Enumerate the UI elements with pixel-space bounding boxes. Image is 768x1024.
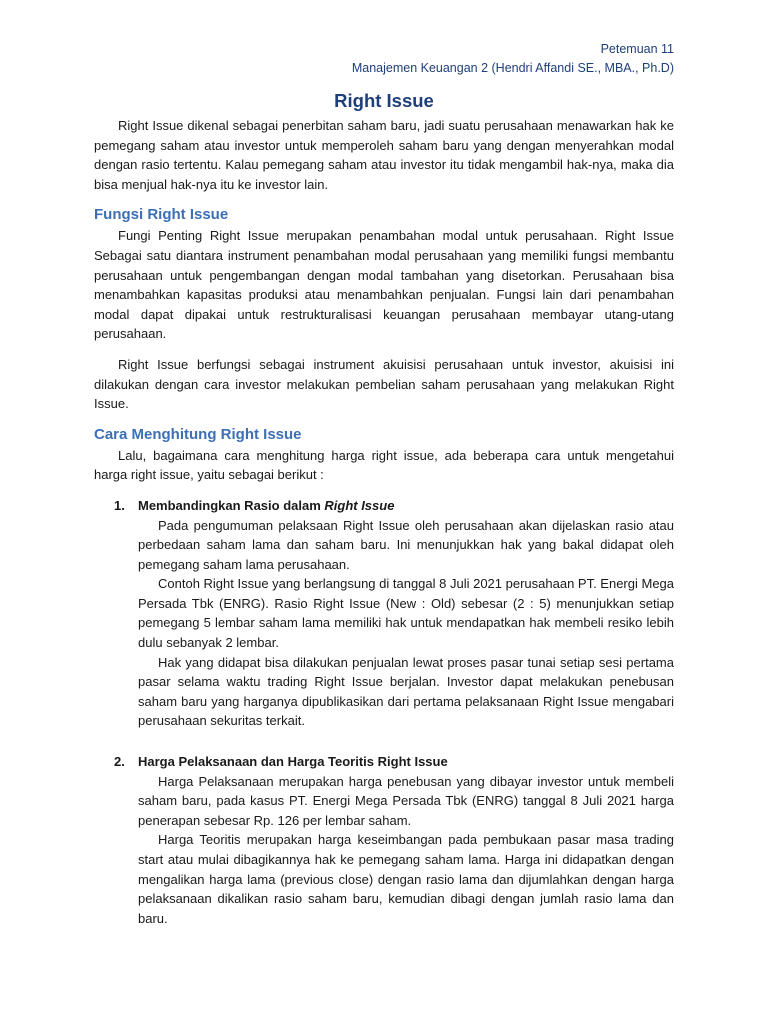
fungsi-paragraph-2: Right Issue berfungsi sebagai instrument akuisisi perusahaan untuk investor, akuisisi ini dilakukan dengan cara investor melakukan pembelian saham perusahaan yang melakukan Right Issue.: [94, 356, 674, 412]
list-item: [94, 752, 674, 928]
section-heading-cara: Cara Menghitung Right Issue: [94, 425, 302, 443]
list-item-paragraph: Pada pengumuman pelaksaan Right Issue oleh perusahaan akan dijelaskan rasio atau perbedaan saham lama dan saham baru. Ini menunjukkan hak yang bakal didapat oleh pemegang saham lama perusahaan.: [138, 517, 674, 572]
cara-intro-paragraph: Lalu, bagaimana cara menghitung harga right issue, ada beberapa cara untuk mengetahui harga right issue, yaitu sebagai berikut :: [94, 447, 674, 483]
page-header: [94, 40, 674, 78]
list-item-title: Membandingkan Rasio dalam Right Issue: [138, 497, 395, 513]
fungsi-paragraph-1: Fungi Penting Right Issue merupakan penambahan modal untuk perusahaan. Right Issue Sebagai satu diantara instrument penambahan modal perusahaan yang memiliki fungsi membantu perusahaan untuk pengembangan dengan modal tambahan yang disetorkan. Perusahaan bisa menambahkan kapasitas produksi atau menambahkan penjualan. Fungsi lain dari penambahan modal dapat dipakai untuk restrukturalisasi keuangan perusahaan membayar utang-utang perusahaan.: [94, 228, 674, 342]
list-item-paragraph: Contoh Right Issue yang berlangsung di tanggal 8 Juli 2021 perusahaan PT. Energi Mega Persada Tbk (ENRG). Rasio Right Issue (New : Old) sebesar (2 : 5) menunjukkan setiap pemegang 5 lembar saham lama memiliki hak untuk mendapatkan hak membeli resiko lebih dulu sebanyak 2 lembar.: [138, 576, 675, 651]
list-item-number: 1.: [114, 497, 125, 513]
section-heading-fungsi: Fungsi Right Issue: [94, 206, 229, 224]
list-item-paragraph: Hak yang didapat bisa dilakukan penjualan lewat proses pasar tunai setiap sesi pertama pasar selama waktu trading Right Issue berjalan. Investor dapat melakukan penebusan saham baru yang harganya dipublikasikan dari pertama pelaksanaan Right Issue mengabari perusahaan sekuritas terkait.: [138, 654, 674, 729]
list-item-paragraph: Harga Teoritis merupakan harga keseimbangan pada pembukaan pasar masa trading start atau mulai dibagikannya hak ke pemegang saham lama. Harga ini didapatkan dengan mengalikan harga lama (previous close) dengan rasio lama dan dijumlahkan dengan harga pelaksanaan dikalikan rasio saham baru, kemudian dibagi dengan jumlah rasio lama dan baru.: [138, 832, 674, 926]
intro-paragraph: Right Issue dikenal sebagai penerbitan saham baru, jadi suatu perusahaan menawarkan hak ke pemegang saham atau investor untuk memperoleh saham baru yang dengan menyerahkan modal dengan rasio tertentu. Kalau pemegang saham atau investor itu tidak mengambil hak-nya, maka dia bisa menjual hak-nya itu ke investor lain.: [94, 118, 674, 192]
page-title: Right Issue: [334, 90, 434, 111]
list-item-number: 2.: [114, 754, 125, 770]
meeting-label: Petemuan 11: [600, 42, 674, 56]
calculation-list: [94, 496, 674, 928]
list-item-title: Harga Pelaksanaan dan Harga Teoritis Right Issue: [138, 754, 448, 770]
course-label: Manajemen Keuangan 2 (Hendri Affandi SE., MBA., Ph.D): [351, 61, 674, 75]
list-item-paragraph: Harga Pelaksanaan merupakan harga penebusan yang dibayar investor untuk membeli saham baru, pada kasus PT. Energi Mega Persada Tbk (ENRG) tanggal 8 Juli 2021 harga penerapan sebesar Rp. 126 per lembar saham.: [138, 773, 674, 828]
list-item: [94, 496, 674, 731]
